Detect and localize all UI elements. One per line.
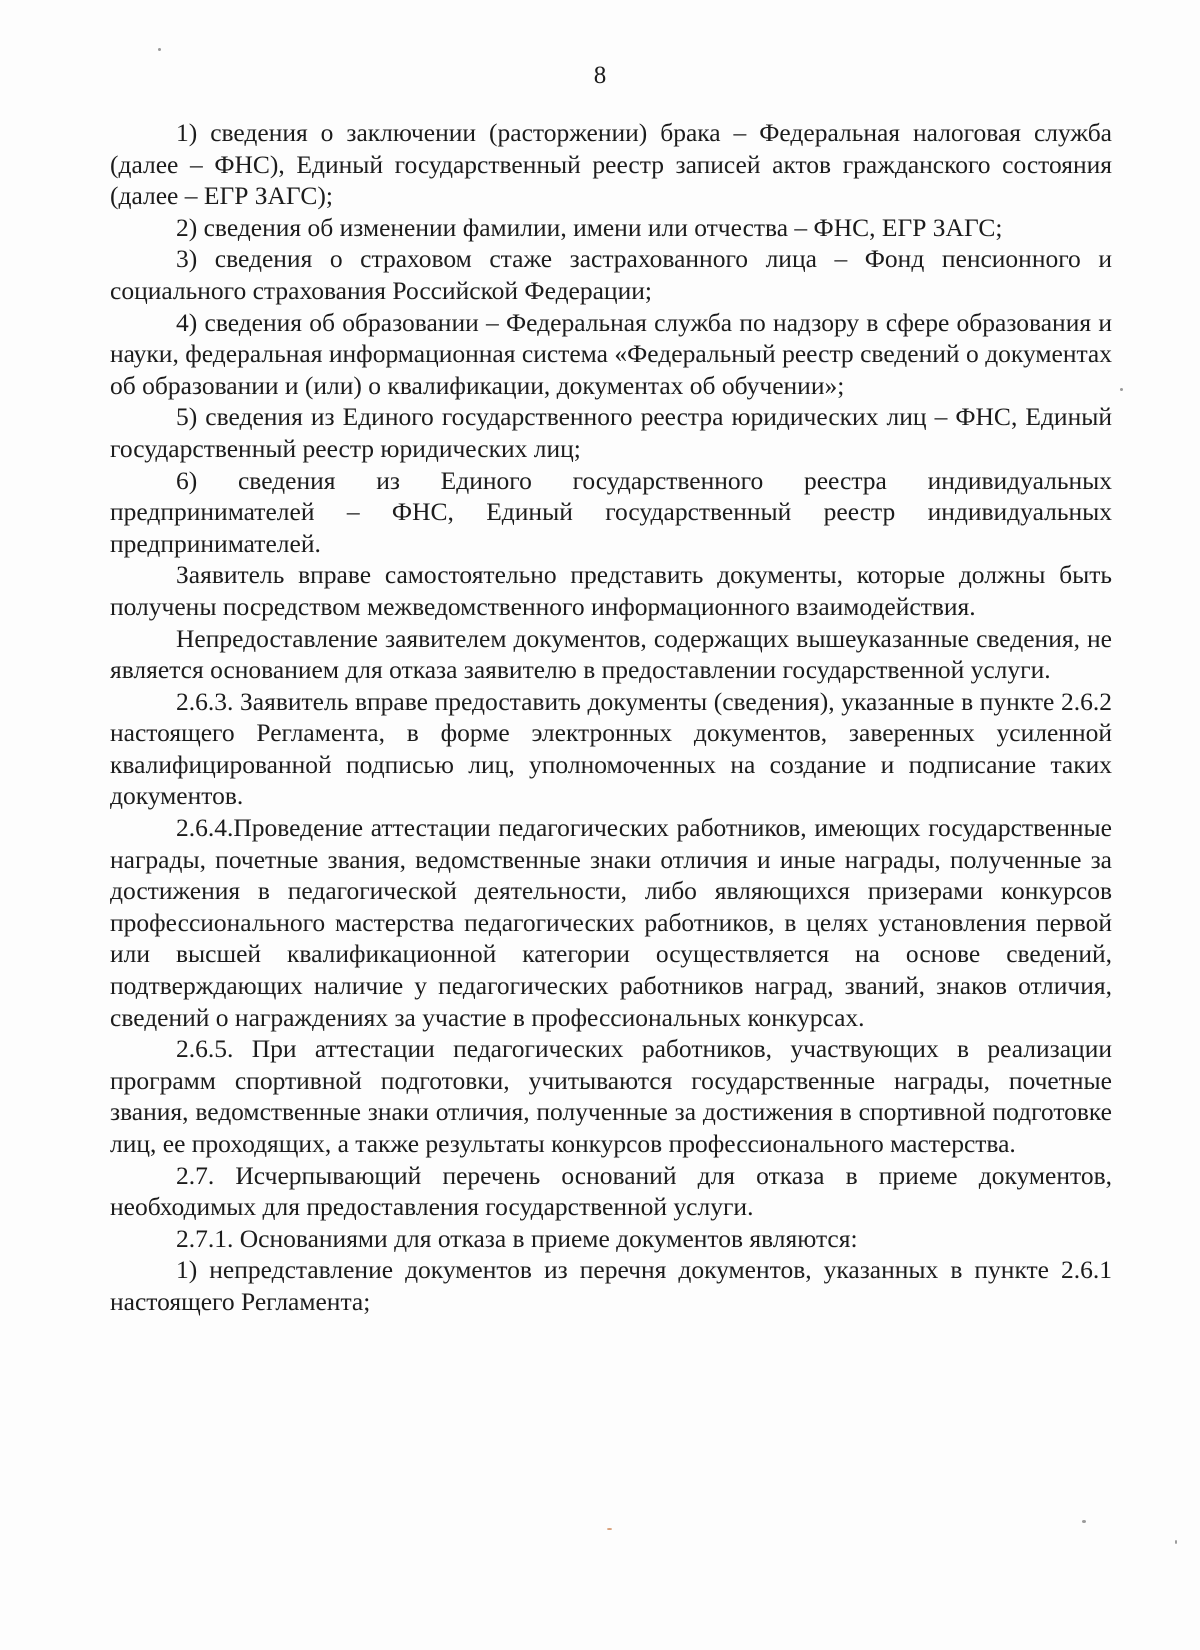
scan-speck <box>158 48 161 51</box>
paragraph-2-7: 2.7. Исчерпывающий перечень оснований для отказа в приеме документов, необходимых для предоставления государственной услуги. <box>110 1160 1112 1222</box>
page-number: 8 <box>593 62 607 89</box>
paragraph-item-1-marriage: 1) сведения о заключении (расторжении) брака – Федеральная налоговая служба (далее – ФНС), Единый государственный реестр записей актов гражданского состояния (далее – ЕГР ЗАГС); <box>110 118 1112 211</box>
paragraph-item-3-insurance: 3) сведения о страховом стаже застрахованного лица – Фонд пенсионного и социального страхования Российской Федерации; <box>110 244 1112 305</box>
scan-speck <box>1175 1540 1177 1544</box>
paragraph-2-7-1: 2.7.1. Основаниями для отказа в приеме документов являются: <box>176 1223 858 1253</box>
scan-speck <box>607 1528 612 1530</box>
paragraph-2-6-5: 2.6.5. При аттестации педагогических работников, участвующих в реализации программ спортивной подготовки, учитываются государственные награды, почетные звания, ведомственные знаки отличия, полученные за достижения в спортивной подготовке лиц, ее проходящих, а также результаты конкурсов профессионального мастерства. <box>110 1034 1112 1158</box>
paragraph-applicant-right: Заявитель вправе самостоятельно представить документы, которые должны быть получены посредством межведомственного информационного взаимодействия. <box>110 560 1112 621</box>
paragraph-2-6-4: 2.6.4.Проведение аттестации педагогических работников, имеющих государственные награды, почетные звания, ведомственные знаки отличия и иные награды, полученные за достижения в педагогической деятельности, либо являющихся призерами конкурсов профессионального мастерства педагогических работников, в целях установления первой или высшей квалификационной категории осуществляется на основе сведений, подтверждающих наличие у педагогических работников наград, званий, знаков отличия, сведений о награждениях за участие в профессиональных конкурсах. <box>110 813 1112 1032</box>
paragraph-item-4-education: 4) сведения об образовании – Федеральная служба по надзору в сфере образования и науки, федеральная информационная система «Федеральный реестр сведений о документах об образовании и (или) о квалификации, документах об обучении»; <box>110 307 1112 400</box>
paragraph-2-6-3: 2.6.3. Заявитель вправе предоставить документы (сведения), указанные в пункте 2.6.2 настоящего Регламента, в форме электронных документов, заверенных усиленной квалифицированной подписью лиц, уполномоченных на создание и подписание таких документов. <box>110 686 1112 811</box>
paragraph-non-provision: Непредоставление заявителем документов, содержащих вышеуказанные сведения, не является основанием для отказа заявителю в предоставлении государственной услуги. <box>110 623 1112 685</box>
paragraph-item-2-name-change: 2) сведения об изменении фамилии, имени или отчества – ФНС, ЕГР ЗАГС; <box>176 212 1003 242</box>
document-body <box>110 117 1112 1318</box>
scan-speck <box>1120 388 1123 391</box>
paragraph-2-7-1-item-1: 1) непредставление документов из перечня документов, указанных в пункте 2.6.1 настоящего Регламента; <box>110 1255 1112 1316</box>
paragraph-item-6-entrepreneurs: 6) сведения из Единого государственного реестра индивидуальных предпринимателей – ФНС, Единый государственный реестр индивидуальных предпринимателей. <box>110 465 1112 558</box>
scan-speck <box>1082 1520 1086 1523</box>
paragraph-item-5-legal-entities: 5) сведения из Единого государственного реестра юридических лиц – ФНС, Единый государственный реестр юридических лиц; <box>110 402 1112 463</box>
